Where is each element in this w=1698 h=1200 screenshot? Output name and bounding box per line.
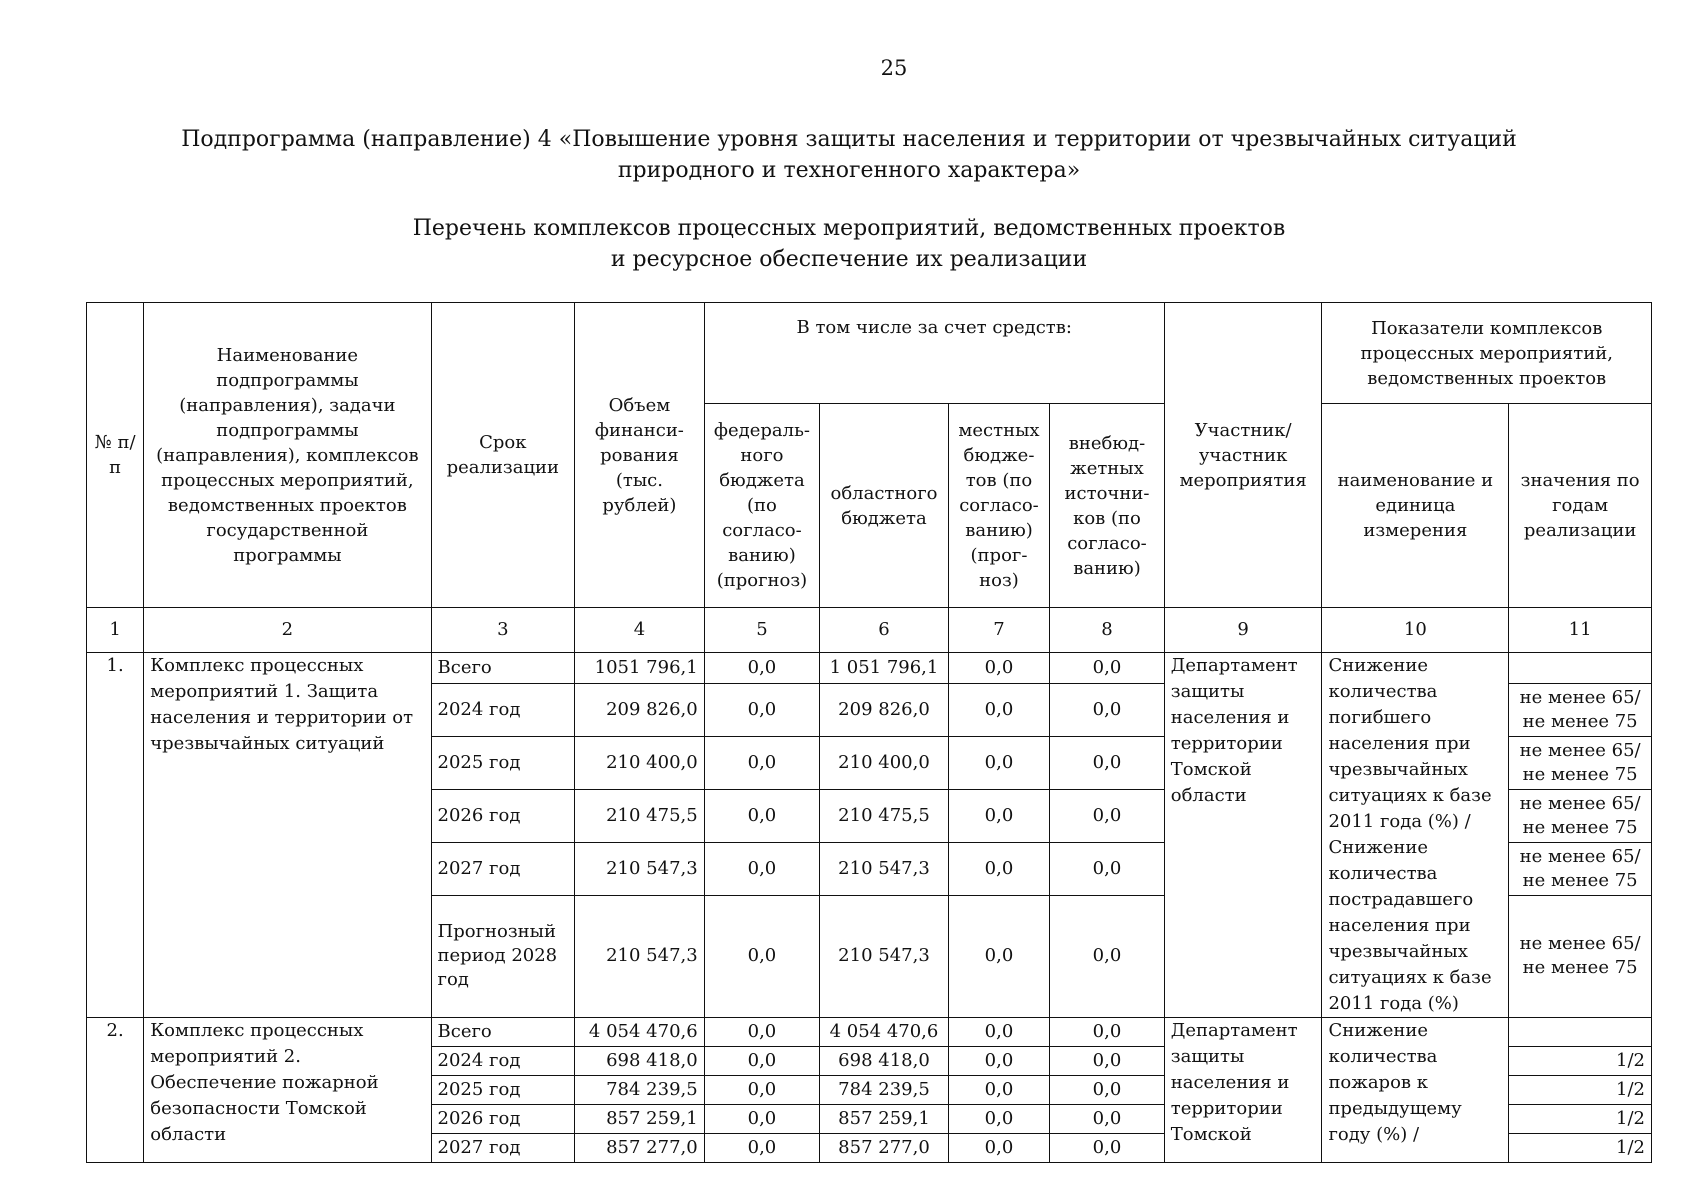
term: Всего [431,1018,575,1047]
volume: 1051 796,1 [575,653,705,684]
volume: 210 400,0 [575,736,705,789]
local: 0,0 [948,1076,1049,1105]
volume: 857 259,1 [575,1105,705,1134]
federal: 0,0 [704,1047,820,1076]
term: 2025 год [431,1076,575,1105]
indicator-value: 1/2 [1509,1047,1652,1076]
volume: 857 277,0 [575,1134,705,1163]
indicator-value: 1/2 [1509,1105,1652,1134]
title-line-3: Перечень комплексов процессных мероприятий, ведомственных проектов [412,216,1286,241]
subprogram-title [0,124,1698,186]
indicator-value: не менее 65/ не менее 75 [1509,736,1652,789]
regional: 857 259,1 [820,1105,949,1134]
complex-name: Комплекс процессных мероприятий 1. Защита населения и территории от чрезвычайных ситуаций [144,653,431,1018]
header-name: Наименование подпрограммы (направления), задачи подпрограммы (направления), комплексов процессных мероприятий, ведомственных проектов государственной программы [144,303,431,608]
extra: 0,0 [1050,1018,1165,1047]
regional: 210 400,0 [820,736,949,789]
table-body [87,653,1652,1163]
col-number: 8 [1050,608,1165,653]
indicator-value: 1/2 [1509,1076,1652,1105]
term: Прогнозный период 2028 год [431,895,575,1017]
indicator-value: не менее 65/ не менее 75 [1509,683,1652,736]
term: 2024 год [431,1047,575,1076]
extra: 0,0 [1050,1134,1165,1163]
extra: 0,0 [1050,1047,1165,1076]
participant: Департамент защиты населения и территории Томской [1164,1018,1322,1163]
header-indicators: Показатели комплексов процессных мероприятий, ведомственных проектов [1322,303,1652,404]
header-indicator-values: значения по годам реализации [1509,404,1652,608]
title-line-2: природного и техногенного характера» [617,158,1081,183]
extra: 0,0 [1050,842,1165,895]
volume: 209 826,0 [575,683,705,736]
regional: 210 475,5 [820,789,949,842]
title-line-1: Подпрограмма (направление) 4 «Повышение уровня защиты населения и территории от чрезвычайных ситуаций [181,127,1517,152]
table-row [87,1018,1652,1047]
local: 0,0 [948,895,1049,1017]
header-extra: внебюд-жетных источни-ков (по согласо-ванию) [1050,404,1165,608]
indicator-value: 1/2 [1509,1134,1652,1163]
local: 0,0 [948,1105,1049,1134]
col-number: 5 [704,608,820,653]
local: 0,0 [948,1018,1049,1047]
indicator-value: не менее 65/ не менее 75 [1509,895,1652,1017]
col-number: 9 [1164,608,1322,653]
regional: 4 054 470,6 [820,1018,949,1047]
local: 0,0 [948,653,1049,684]
header-local: местных бюдже-тов (по согласо-ванию) (прог-ноз) [948,404,1049,608]
header-volume: Объем финанси-рования (тыс. рублей) [575,303,705,608]
federal: 0,0 [704,1076,820,1105]
federal: 0,0 [704,1018,820,1047]
col-number: 1 [87,608,144,653]
col-number: 6 [820,608,949,653]
extra: 0,0 [1050,683,1165,736]
federal: 0,0 [704,842,820,895]
header-term: Срок реализации [431,303,575,608]
volume: 4 054 470,6 [575,1018,705,1047]
row-number: 1. [87,653,144,1018]
volume: 784 239,5 [575,1076,705,1105]
extra: 0,0 [1050,1076,1165,1105]
header-participant: Участник/ участник мероприятия [1164,303,1322,608]
volume: 698 418,0 [575,1047,705,1076]
header-regional: областного бюджета [820,404,949,608]
term: 2024 год [431,683,575,736]
resource-table [86,302,1652,1163]
extra: 0,0 [1050,653,1165,684]
term: 2027 год [431,1134,575,1163]
participant: Департамент защиты населения и территории Томской области [1164,653,1322,1018]
extra: 0,0 [1050,1105,1165,1134]
indicator-value: не менее 65/ не менее 75 [1509,842,1652,895]
local: 0,0 [948,736,1049,789]
federal: 0,0 [704,736,820,789]
indicator-name: Снижение количества погибшего населения при чрезвычайных ситуациях к базе 2011 года (%) / Снижение количества пострадавшего населения при чрезвычайных ситуациях к базе 2011 года (%) [1322,653,1509,1018]
header-including: В том числе за счет средств: [704,303,1164,404]
federal: 0,0 [704,1134,820,1163]
regional: 698 418,0 [820,1047,949,1076]
complex-name: Комплекс процессных мероприятий 2. Обеспечение пожарной безопасности Томской области [144,1018,431,1163]
extra: 0,0 [1050,895,1165,1017]
term: 2026 год [431,789,575,842]
volume: 210 547,3 [575,895,705,1017]
volume: 210 475,5 [575,789,705,842]
term: 2026 год [431,1105,575,1134]
title-line-4: и ресурсное обеспечение их реализации [610,247,1088,272]
federal: 0,0 [704,683,820,736]
federal: 0,0 [704,653,820,684]
table-header [87,303,1652,653]
local: 0,0 [948,683,1049,736]
regional: 1 051 796,1 [820,653,949,684]
extra: 0,0 [1050,789,1165,842]
col-number: 4 [575,608,705,653]
list-title [0,213,1698,275]
extra: 0,0 [1050,736,1165,789]
page-number: 25 [880,56,908,80]
regional: 857 277,0 [820,1134,949,1163]
indicator-value: не менее 65/ не менее 75 [1509,789,1652,842]
header-num: № п/п [87,303,144,608]
term: 2027 год [431,842,575,895]
local: 0,0 [948,789,1049,842]
row-number: 2. [87,1018,144,1163]
regional: 784 239,5 [820,1076,949,1105]
indicator-value [1509,1018,1652,1047]
federal: 0,0 [704,789,820,842]
term: Всего [431,653,575,684]
col-number: 10 [1322,608,1509,653]
local: 0,0 [948,1047,1049,1076]
indicator-value [1509,653,1652,684]
regional: 209 826,0 [820,683,949,736]
local: 0,0 [948,1134,1049,1163]
col-number: 11 [1509,608,1652,653]
col-number: 2 [144,608,431,653]
header-indicator-name: наименование и единица измерения [1322,404,1509,608]
col-number: 7 [948,608,1049,653]
federal: 0,0 [704,1105,820,1134]
federal: 0,0 [704,895,820,1017]
volume: 210 547,3 [575,842,705,895]
column-numbers-row [87,608,1652,653]
regional: 210 547,3 [820,842,949,895]
col-number: 3 [431,608,575,653]
header-federal: федераль-ного бюджета (по согласо-ванию) (прогноз) [704,404,820,608]
term: 2025 год [431,736,575,789]
indicator-name: Снижение количества пожаров к предыдущему году (%) / [1322,1018,1509,1163]
regional: 210 547,3 [820,895,949,1017]
table-row [87,653,1652,684]
local: 0,0 [948,842,1049,895]
